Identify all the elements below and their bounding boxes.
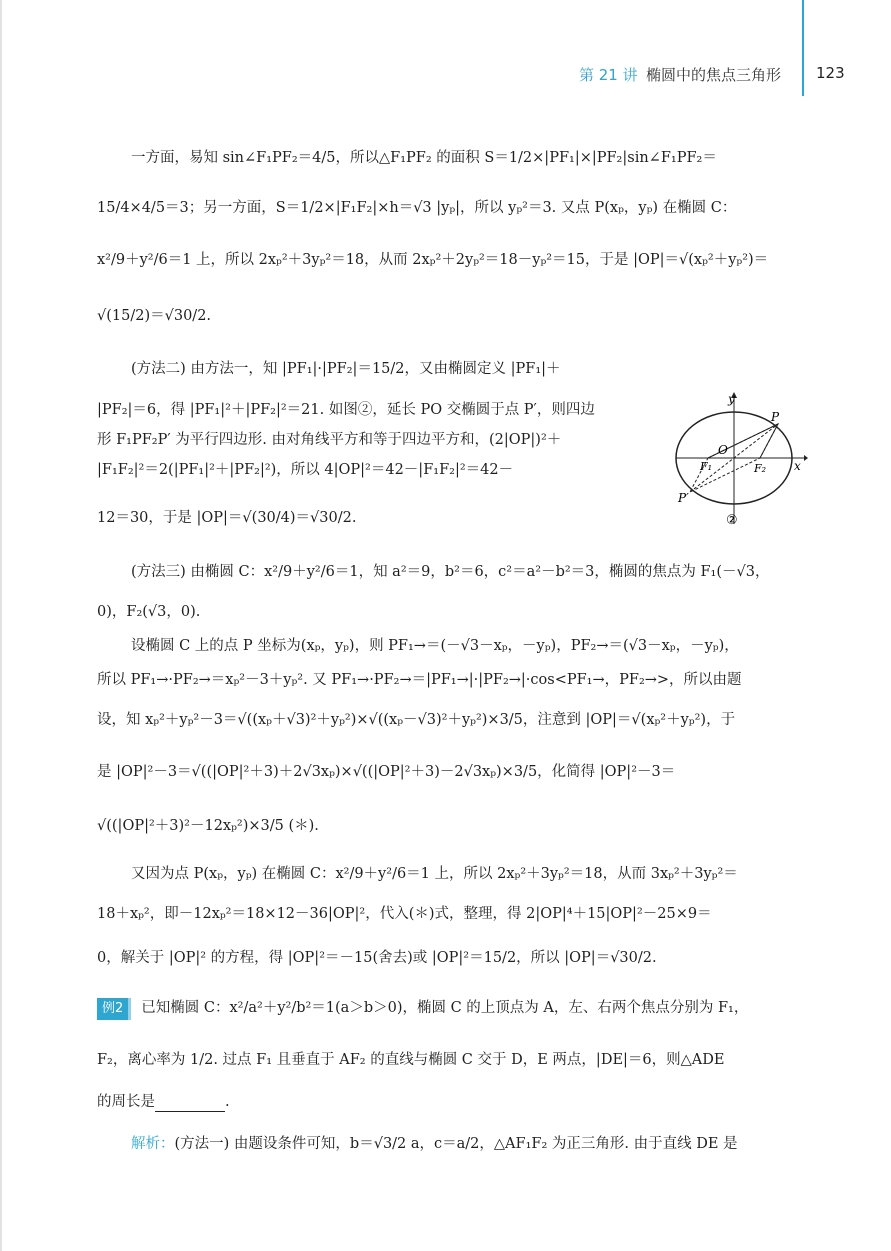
text-line: √(15/2)＝√30/2.	[97, 308, 212, 324]
text-line: √((|OP|²＋3)²－12xₚ²)×3/5 (＊).	[97, 818, 319, 834]
text-line: F₂，离心率为 1/2. 过点 F₁ 且垂直于 AF₂ 的直线与椭圆 C 交于 D，E 两点，|DE|＝6，则△ADE	[97, 1052, 725, 1068]
example-line	[97, 998, 803, 1020]
solution-text: (方法一) 由题设条件可知，b＝√3/2 a，c＝a/2，△AF₁F₂ 为正三角形. 由于直线 DE 是	[174, 1136, 738, 1152]
lecture-number: 第 21 讲	[579, 66, 638, 84]
text-line: 0)，F₂(√3，0).	[97, 604, 201, 620]
text-line: x²/9＋y²/6＝1 上，所以 2xₚ²＋3yₚ²＝18，从而 2xₚ²＋2yₚ²＝18－yₚ²＝15，于是 |OP|＝√(xₚ²＋yₚ²)＝	[97, 252, 769, 268]
text-line: (方法三) 由椭圆 C：x²/9＋y²/6＝1，知 a²＝9，b²＝6，c²＝a²－b²＝3，椭圆的焦点为 F₁(－√3，	[131, 564, 770, 580]
text-line: 15/4×4/5＝3；另一方面，S＝1/2×|F₁F₂|×h＝√3 |yₚ|，所以 yₚ²＝3. 又点 P(xₚ，yₚ) 在椭圆 C：	[97, 200, 737, 216]
example-tag: 例2	[97, 998, 131, 1020]
text-line: |F₁F₂|²＝2(|PF₁|²＋|PF₂|²)，所以 4|OP|²＝42－|F₁F₂|²＝42－	[97, 462, 514, 478]
label-o: O	[718, 443, 728, 457]
text-line	[97, 1092, 803, 1112]
ellipse-figure	[668, 388, 808, 528]
text-line: (方法二) 由方法一，知 |PF₁|·|PF₂|＝15/2，又由椭圆定义 |PF₁|＋	[131, 361, 561, 377]
text-line: 形 F₁PF₂P′ 为平行四边形. 由对角线平方和等于四边平方和，(2|OP|)²＋	[97, 432, 562, 448]
page-number: 123	[816, 64, 845, 82]
text-line: 又因为点 P(xₚ，yₚ) 在椭圆 C：x²/9＋y²/6＝1 上，所以 2xₚ²＋3yₚ²＝18，从而 3xₚ²＋3yₚ²＝	[131, 866, 738, 882]
text-line: 是 |OP|²－3＝√((|OP|²＋3)＋2√3xₚ)×√((|OP|²＋3)－2√3xₚ)×3/5，化简得 |OP|²－3＝	[97, 764, 676, 780]
label-x: x	[794, 459, 801, 473]
text-line: 一方面，易知 sin∠F₁PF₂＝4/5，所以△F₁PF₂ 的面积 S＝1/2×|PF₁|×|PF₂|sin∠F₁PF₂＝	[131, 150, 717, 166]
figure-caption: ②	[726, 513, 738, 528]
header-divider	[802, 0, 804, 96]
lecture-title: 椭圆中的焦点三角形	[646, 66, 782, 84]
label-p: P	[771, 410, 780, 424]
running-header	[560, 62, 800, 88]
answer-blank	[155, 1097, 225, 1112]
solution-tag: 解析：	[131, 1136, 175, 1152]
text-line: 0，解关于 |OP|² 的方程，得 |OP|²＝－15(舍去)或 |OP|²＝15/2，所以 |OP|＝√30/2.	[97, 950, 657, 966]
text-line: 18＋xₚ²，即－12xₚ²＝18×12－36|OP|²，代入(＊)式，整理，得 2|OP|⁴＋15|OP|²－25×9＝	[97, 906, 712, 922]
label-f1: F₁	[700, 460, 713, 473]
question-end: .	[225, 1094, 230, 1110]
text-line: 所以 PF₁→·PF₂→＝xₚ²－3＋yₚ². 又 PF₁→·PF₂→＝|PF₁→|·|PF₂→|·cos<PF₁→，PF₂→>，所以由题	[97, 672, 742, 688]
text-line: |PF₂|＝6，得 |PF₁|²＋|PF₂|²＝21. 如图②，延长 PO 交椭圆于点 P′，则四边	[97, 402, 595, 418]
example-text: 已知椭圆 C：x²/a²＋y²/b²＝1(a＞b＞0)，椭圆 C 的上顶点为 A，左、右两个焦点分别为 F₁，	[141, 1000, 749, 1016]
label-p-prime: P′	[678, 491, 689, 505]
segment-f2p	[760, 424, 778, 458]
text-line: 12＝30，于是 |OP|＝√(30/4)＝√30/2.	[97, 510, 357, 526]
question-text: 的周长是	[97, 1094, 155, 1110]
label-f2: F₂	[754, 462, 767, 475]
solution-line	[97, 1134, 803, 1154]
text-line: 设，知 xₚ²＋yₚ²－3＝√((xₚ＋√3)²＋yₚ²)×√((xₚ－√3)²＋yₚ²)×3/5，注意到 |OP|＝√(xₚ²＋yₚ²)，于	[97, 712, 736, 728]
label-y: y	[728, 392, 735, 406]
page-edge	[0, 0, 2, 1251]
text-line: 设椭圆 C 上的点 P 坐标为(xₚ，yₚ)，则 PF₁→＝(－√3－xₚ，－yₚ)，PF₂→＝(√3－xₚ，－yₚ)，	[131, 638, 739, 654]
